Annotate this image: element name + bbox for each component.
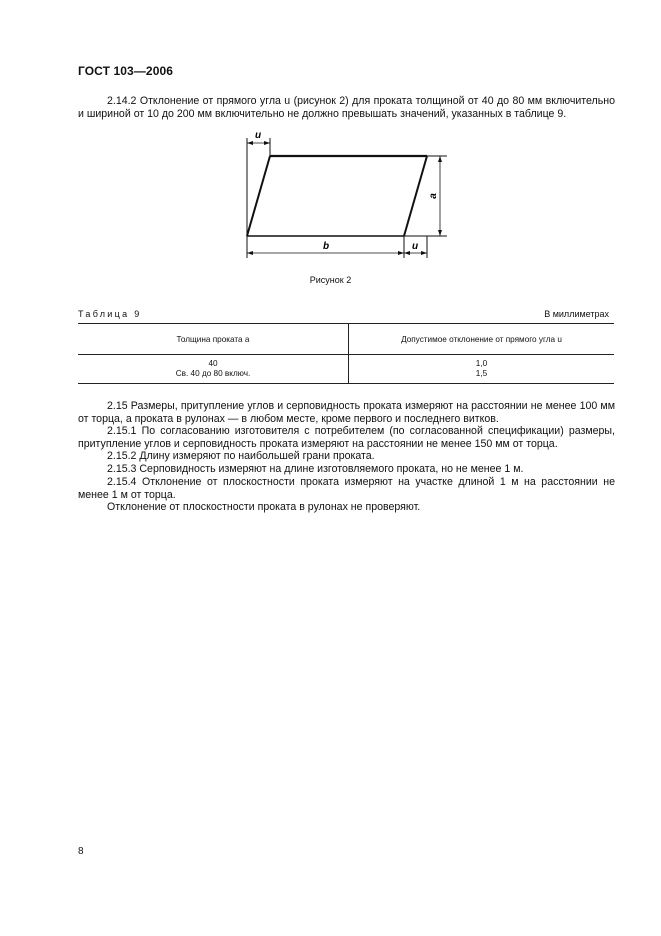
header-thickness: Толщина проката a — [78, 324, 349, 355]
paragraph-2-15: 2.15 Размеры, притупление углов и серповидность проката измеряют на расстоянии не менее 100 мм от торца, а проката в рулонах — в любом месте, кроме первого и последнего витков. — [78, 400, 615, 425]
table-label: Таблица 9 — [78, 309, 142, 319]
thickness-value-2: Св. 40 до 80 включ. — [175, 369, 251, 378]
b-arrow-left — [247, 251, 253, 255]
header-deviation: Допустимое отклонение от прямого угла u — [349, 324, 615, 355]
paragraph-2-14-2: 2.14.2 Отклонение от прямого угла u (рисунок 2) для проката толщиной от 40 до 80 мм включительно и шириной от 10 до 200 мм включительно не должно превышать значений, указанных в таблице 9. — [78, 95, 615, 120]
deviation-cell — [349, 355, 615, 384]
paragraph-2-15-3: 2.15.3 Серповидность измеряют на длине изготовляемого проката, но не менее 1 м. — [107, 463, 524, 475]
paragraph-2-15-1: 2.15.1 По согласованию изготовителя с потребителем (по согласованной спецификации) размеры, притупление углов и серповидность проката измеряют на расстоянии не менее 150 мм от торца. — [78, 425, 615, 450]
u-bottom-arrow-right — [421, 251, 427, 255]
a-label: a — [428, 193, 439, 199]
paragraph-flatness-note: Отклонение от плоскостности проката в рулонах не проверяют. — [107, 501, 421, 513]
left-slanted-edge — [247, 156, 270, 236]
paragraph-2-15-4: 2.15.4 Отклонение от плоскостности проката измеряют на участке длиной 1 м на расстоянии не менее 1 м от торца. — [78, 476, 615, 501]
b-label: b — [322, 241, 330, 252]
table-header-row — [78, 324, 614, 355]
u-bottom-arrow-left — [404, 251, 410, 255]
deviation-value-1: 1,0 — [475, 359, 488, 368]
table-row — [78, 355, 614, 384]
document-header: ГОСТ 103—2006 — [78, 64, 174, 78]
thickness-value-1: 40 — [208, 359, 218, 368]
u-top-arrow-right — [264, 141, 270, 145]
table-units: В миллиметрах — [544, 309, 609, 319]
a-arrow-bottom — [438, 230, 442, 236]
figure-caption: Рисунок 2 — [309, 275, 352, 285]
page-number: 8 — [78, 846, 84, 857]
deviation-value-2: 1,5 — [475, 369, 488, 378]
thickness-cell — [78, 355, 349, 384]
figure-2-diagram — [0, 0, 661, 300]
right-slanted-edge — [404, 156, 427, 236]
paragraph-2-15-2: 2.15.2 Длину измеряют по наибольшей грани проката. — [107, 450, 375, 462]
u-top-arrow-left — [247, 141, 253, 145]
u-top-label: u — [254, 130, 262, 141]
table-9 — [78, 323, 614, 384]
b-arrow-right — [398, 251, 404, 255]
u-bottom-label: u — [411, 241, 419, 252]
a-arrow-top — [438, 156, 442, 162]
